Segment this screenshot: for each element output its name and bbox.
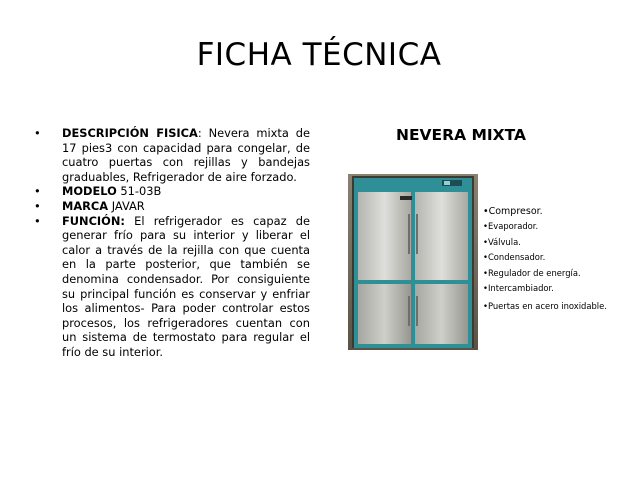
product-heading: NEVERA MIXTA bbox=[396, 126, 526, 144]
handle-icon bbox=[416, 214, 418, 254]
bullet-icon: • bbox=[34, 198, 41, 213]
funcion-text: El refrigerador es capaz de generar frío para su interior y liberar el calor a través de la rejilla con que cuenta en la parte posterior, que también se denomina condensador. Por consiguiente su principal función es conservar y enfriar los alimentos- Para poder controlar estos procesos, los refrigeradores cuentan con un sistema de termostato para regular el frío de su interior. bbox=[62, 213, 310, 359]
feature-item: •Evaporador. bbox=[483, 221, 539, 232]
door-bottom-left bbox=[358, 284, 411, 344]
funcion-label: FUNCIÓN: bbox=[62, 213, 125, 228]
feature-item: •Compresor. bbox=[483, 206, 543, 217]
display-icon bbox=[444, 181, 450, 185]
door-top-left bbox=[358, 192, 411, 280]
feature-list bbox=[483, 204, 633, 315]
door-top-right bbox=[415, 192, 468, 280]
spec-item-funcion bbox=[34, 214, 310, 360]
bullet-icon: • bbox=[34, 184, 41, 199]
feature-item: •Puertas en acero inoxidable. bbox=[483, 301, 607, 312]
feature-item: •Condensador. bbox=[483, 252, 546, 263]
spec-item-descripcion bbox=[34, 126, 310, 184]
page-title: FICHA TÉCNICA bbox=[196, 37, 442, 73]
door-bottom-right bbox=[415, 284, 468, 344]
spec-item-modelo bbox=[34, 184, 310, 199]
bullet-icon: • bbox=[34, 126, 41, 140]
fridge-photo bbox=[348, 174, 478, 350]
descripcion-text: : Nevera mixta de 17 pies3 con capacidad para congelar, de cuatro puertas con rejillas y bandejas graduables, Refrigerador de aire forzado. bbox=[62, 126, 311, 184]
brand-plate-icon bbox=[400, 196, 412, 200]
bullet-icon: • bbox=[34, 213, 41, 228]
modelo-label: MODELO bbox=[62, 184, 117, 199]
modelo-value: 51-03B bbox=[116, 184, 162, 199]
handle-icon bbox=[416, 296, 418, 326]
handle-icon bbox=[408, 296, 410, 326]
handle-icon bbox=[408, 214, 410, 254]
feature-item: •Regulador de energía. bbox=[483, 267, 581, 278]
marca-value: JAVAR bbox=[108, 198, 145, 213]
feature-item: •Válvula. bbox=[483, 236, 521, 247]
marca-label: MARCA bbox=[62, 198, 109, 213]
feature-item: •Intercambiador. bbox=[483, 283, 554, 294]
spec-list bbox=[34, 126, 310, 360]
spec-item-marca bbox=[34, 199, 310, 214]
descripcion-label: DESCRIPCIÓN FISICA bbox=[62, 126, 198, 140]
